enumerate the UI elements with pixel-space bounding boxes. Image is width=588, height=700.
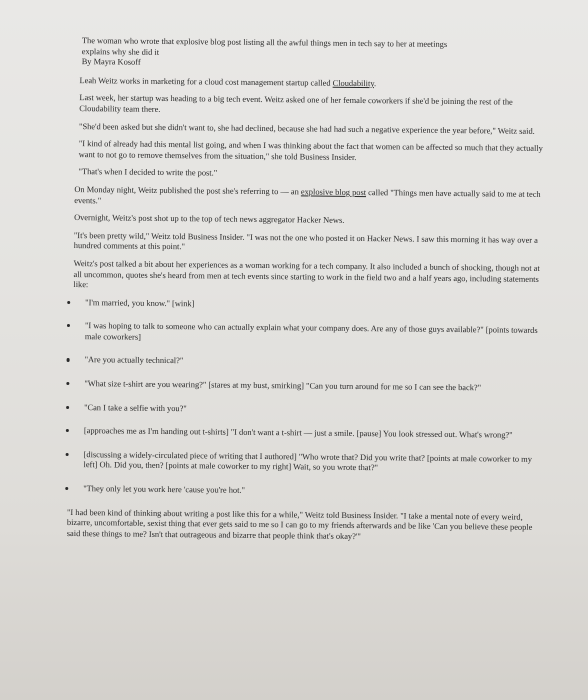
list-item <box>63 321 549 347</box>
paragraph-6 <box>74 185 550 211</box>
bullet-text: "Are you actually technical?" <box>84 355 184 366</box>
paragraph-5: "That's when I decided to write the post." <box>78 167 218 178</box>
bullet-text: "I'm married, you know." [wink] <box>85 297 195 308</box>
bullet-text: [approaches me as I'm handing out t-shirts] "I don't want a t-shirt — just a smile. [pause] You look stressed out. What's wrong?" <box>83 426 513 440</box>
bullet-icon <box>65 487 68 490</box>
title-line-2: explains why she did it <box>81 46 160 57</box>
bullet-text: [discussing a widely-circulated piece of writing that I authored] "Who wrote that? Did you write that? [points at male coworker to my left] Oh. Did you, then? [points at male coworker to my right] Wait, so you wrote that?" <box>83 449 532 473</box>
paragraph-intro <box>79 76 551 92</box>
paragraph-10: "I had been kind of thinking about writing a post like this for a while," Weitz told Business Insider. "I take a mental note of every weird, bizarre, uncomfortable, sexist thing that ever gets said to me so I can go to my friends afterwards and be like 'Can you believe these people said these things to me? Isn't that outrageous and bizarre that people think that's okay?'" <box>66 507 533 541</box>
p6-text: On Monday night, Weitz published the post she's referring to — an <box>74 184 301 197</box>
paragraph-4: "I kind of already had this mental list going, and when I was thinking about the fact that women can be affected so much that they actually want to not go to remove themselves from the situation," she told Business Insider. <box>78 139 543 162</box>
bullet-text: "What size t-shirt are you wearing?" [stares at my bust, smirking] "Can you turn around for me so I can see the back?" <box>84 379 482 393</box>
bullet-icon <box>66 429 69 432</box>
list-item <box>63 298 549 314</box>
bullet-text: "They only let you work here 'cause you're hot." <box>83 484 246 495</box>
list-item <box>62 403 548 419</box>
bullet-text: "Can I take a selfie with you?" <box>84 402 187 413</box>
paragraph-7: Overnight, Weitz's post shot up to the top of tech news aggregator Hacker News. <box>74 213 345 225</box>
quote-list <box>67 298 549 500</box>
bullet-icon <box>67 301 70 304</box>
paragraph-8: "It's been pretty wild," Weitz told Business Insider. "I was not the one who posted it on Hacker News. I saw this morning it has way over a hundred comments at this point." <box>73 230 538 252</box>
intro-suffix: . <box>373 78 377 88</box>
cloudability-link[interactable]: Cloudability <box>332 78 375 88</box>
article-body <box>67 36 552 551</box>
p6-suffix: called "Things men have actually said to me at tech events." <box>74 188 541 205</box>
bullet-icon <box>67 324 70 327</box>
list-item <box>63 355 549 371</box>
byline: By Mayra Kosoff <box>81 57 141 67</box>
title-line-1: The woman who wrote that explosive blog post listing all the awful things men in tech say to her at meetings <box>81 36 448 49</box>
list-item <box>62 426 548 442</box>
list-item <box>61 450 547 476</box>
paragraph-9: Weitz's post talked a bit about her experiences as a woman working for a tech company. It also included a bunch of shocking, though not at all uncommon, quotes she's heard from men at tech events since starting to work in the field two and a half years ago, including statements like: <box>73 258 540 290</box>
list-item <box>61 484 547 500</box>
paragraph-3: "She'd been asked but she didn't want to, she had declined, because she had had such a negative experience the year before," Weitz said. <box>79 121 535 136</box>
list-item <box>62 379 548 395</box>
bullet-icon <box>66 453 69 456</box>
blog-post-link[interactable]: explosive blog post <box>300 187 367 198</box>
bullet-icon <box>66 406 69 409</box>
bullet-icon <box>66 382 69 385</box>
paragraph-2: Last week, her startup was heading to a big tech event. Weitz asked one of her female coworkers if she'd be joining the rest of the Cloudability team there. <box>79 93 513 114</box>
intro-text: Leah Weitz works in marketing for a cloud cost management startup called <box>79 75 333 88</box>
bullet-text: "I was hoping to talk to someone who can actually explain what your company does. Are any of those guys available?" [points towards male coworkers] <box>84 321 538 342</box>
bullet-icon <box>67 358 70 361</box>
